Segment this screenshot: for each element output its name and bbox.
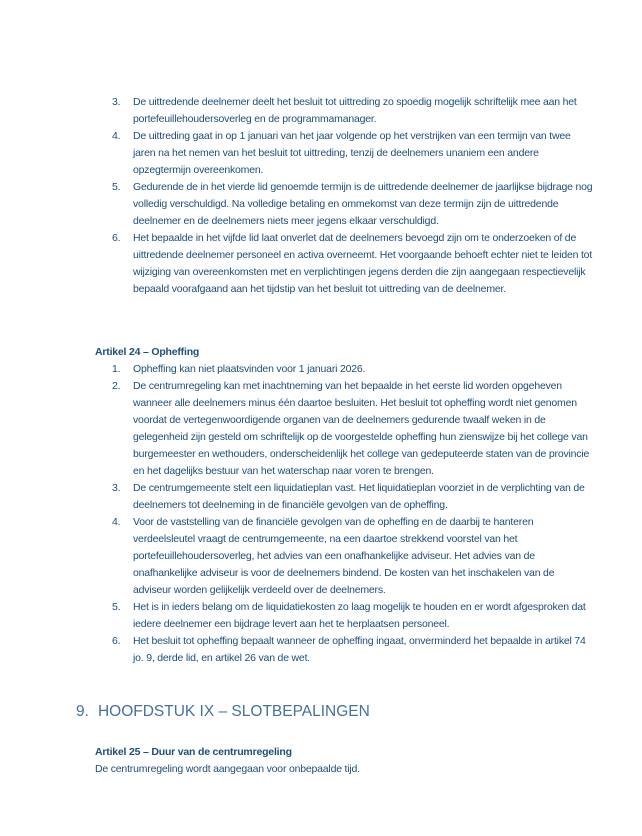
list-item	[112, 599, 593, 633]
list-item	[112, 514, 593, 599]
list-item-text: Gedurende de in het vierde lid genoemde termijn is de uittredende deelnemer de jaarlijkse bijdrage nog volledig verschuldigd. Na volledige betaling en ommekomst van deze termijn zijn de uittredende deelnemer en de deelnemers niets meer jegens elkaar verschuldigd.	[133, 181, 593, 227]
list-item-text: Opheffing kan niet plaatsvinden voor 1 januari 2026.	[133, 363, 366, 375]
list-item-number: 4.	[112, 130, 121, 142]
list-item	[112, 179, 593, 230]
list-item-number: 2.	[112, 380, 121, 392]
list-item-text: Voor de vaststelling van de financiële gevolgen van de opheffing en de daarbij te hanteren verdeelsleutel vraagt de centrumgemeente, na een daartoe strekkend voorstel van het portefeuillehoudersoverleg, het advies van een onafhankelijke adviseur. Het advies van de onafhankelijke adviseur is voor de deelnemers bindend. De kosten van het inschakelen van de adviseur worden gelijkelijk verdeeld over de deelnemers.	[133, 516, 555, 596]
list-item-text: Het besluit tot opheffing bepaalt wanneer de opheffing ingaat, onverminderd het bepaalde in artikel 74 jo. 9, derde lid, en artikel 26 van de wet.	[133, 635, 586, 664]
list-item	[112, 633, 593, 667]
artikel-25-body: De centrumregeling wordt aangegaan voor onbepaalde tijd.	[95, 763, 360, 775]
list-item-text: De centrumregeling kan met inachtneming van het bepaalde in het eerste lid worden opgeheven wanneer alle deelnemers minus één daartoe besluiten. Het besluit tot opheffing wordt niet genomen voordat de vertegenwoordigende organen van de deelnemers gedurende twaalf weken in de gelegenheid zijn gesteld om schriftelijk op de voorgestelde opheffing hun zienswijze bij het college van burgemeester en wethouders, onderscheidenlijk het college van gedeputeerde staten van de provincie en het dagelijks bestuur van het waterschap naar voren te brengen.	[133, 380, 590, 477]
list-item-text: Het is in ieders belang om de liquidatiekosten zo laag mogelijk te houden en er wordt afgesproken dat iedere deelnemer een bijdrage levert aan het te herplaatsen personeel.	[133, 601, 586, 630]
chapter-heading-title: HOOFDSTUK IX – SLOTBEPALINGEN	[97, 703, 370, 720]
list-item-number: 6.	[112, 232, 121, 244]
chapter-heading-number: 9.	[76, 703, 89, 720]
list-item	[112, 128, 593, 179]
list-item-text: Het bepaalde in het vijfde lid laat onverlet dat de deelnemers bevoegd zijn om te onderzoeken of de uittredende deelnemer personeel en activa overneemt. Het voorgaande behoeft echter niet te leiden tot wijziging van overeenkomsten met en verplichtingen jegens derden die zijn aangegaan respectievelijk bepaald voorafgaand aan het tijdstip van het besluit tot uittreding van de deelnemer.	[133, 232, 593, 295]
artikel-25-title: Artikel 25 – Duur van de centrumregeling	[95, 746, 292, 758]
list-item-number: 3.	[112, 482, 121, 494]
list-item	[112, 361, 593, 378]
chapter-heading	[76, 701, 370, 722]
list-item-number: 3.	[112, 96, 121, 108]
list-item-text: De uittredende deelnemer deelt het besluit tot uittreding zo spoedig mogelijk schriftelijk mee aan het portefeuillehoudersoverleg en de programmamanager.	[133, 96, 577, 125]
list-item-number: 6.	[112, 635, 121, 647]
list-item-number: 4.	[112, 516, 121, 528]
artikel-24-section	[95, 344, 593, 667]
artikel-25-section	[95, 744, 565, 778]
list-item	[112, 94, 593, 128]
artikel-24-list	[112, 361, 593, 667]
list-item-number: 5.	[112, 601, 121, 613]
list-item-number: 5.	[112, 181, 121, 193]
list-item-text: De centrumgemeente stelt een liquidatieplan vast. Het liquidatieplan voorziet in de verplichting van de deelnemers tot deelneming in de financiële gevolgen van de opheffing.	[133, 482, 585, 511]
list-item-number: 1.	[112, 363, 121, 375]
list-item-text: De uittreding gaat in op 1 januari van het jaar volgende op het verstrijken van een termijn van twee jaren na het nemen van het besluit tot uittreding, tenzij de deelnemers unaniem een andere opzegtermijn overeenkomen.	[133, 130, 571, 176]
list-item	[112, 480, 593, 514]
list-item	[112, 378, 593, 480]
uittreding-list	[112, 94, 593, 298]
list-item	[112, 230, 593, 298]
artikel-24-title: Artikel 24 – Opheffing	[95, 346, 200, 358]
